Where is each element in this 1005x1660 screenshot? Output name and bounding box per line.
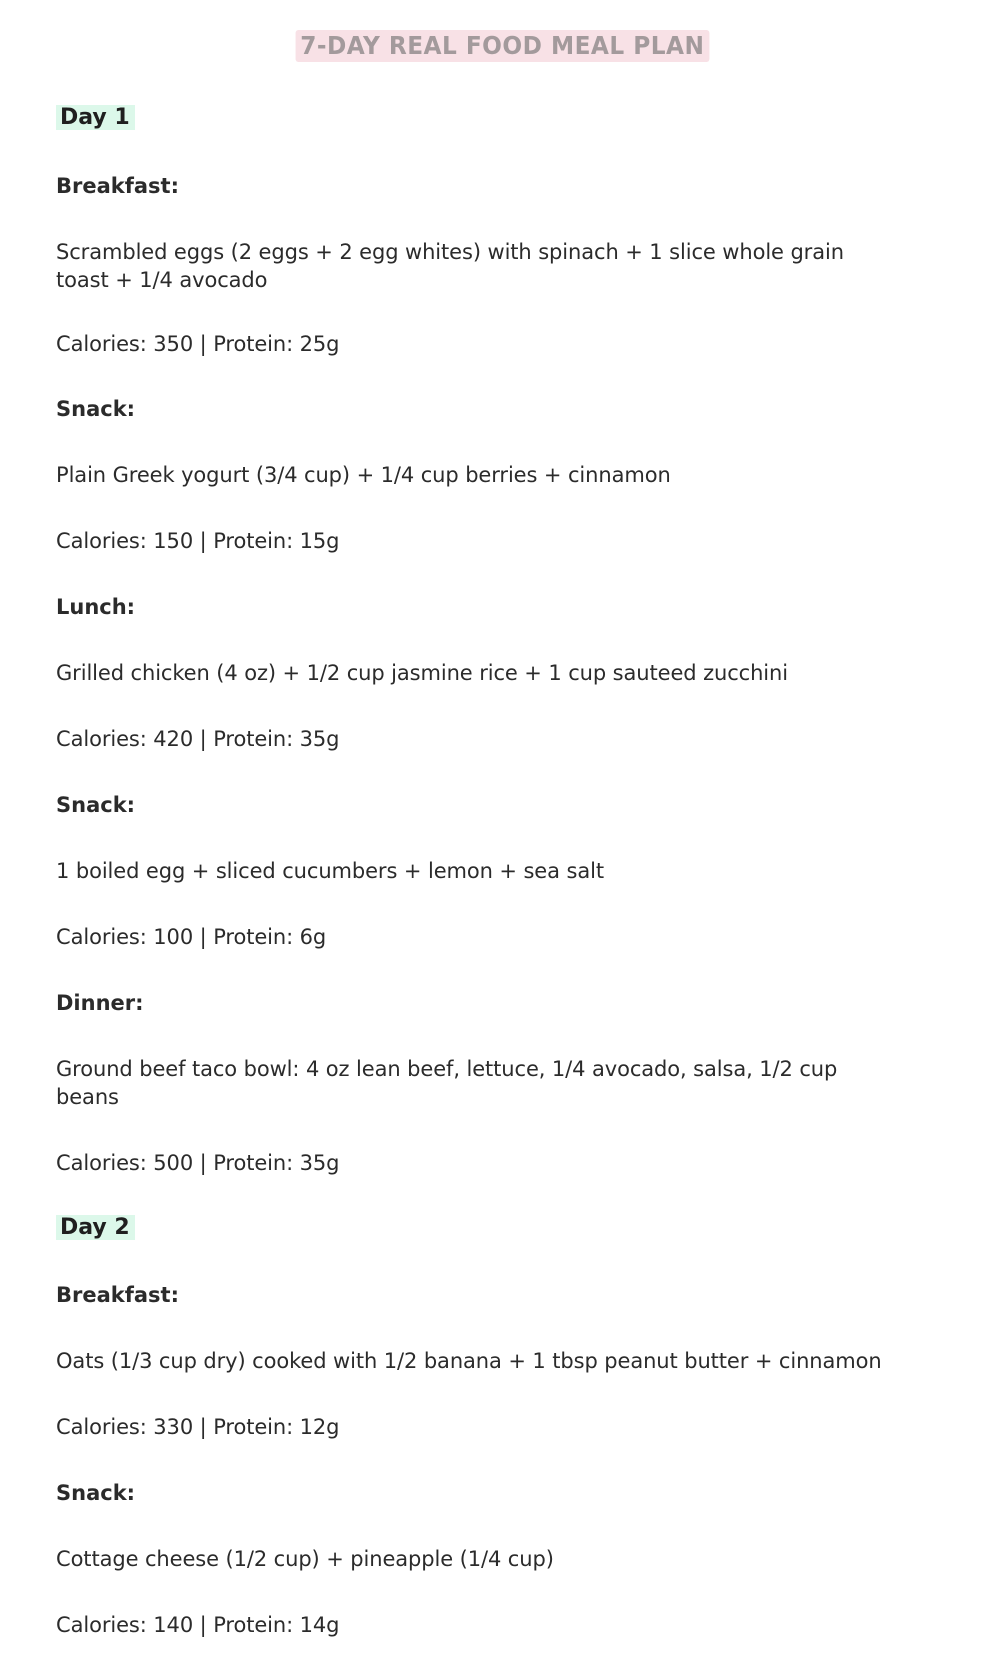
meal-description: Ground beef taco bowl: 4 oz lean beef, lettuce, 1/4 avocado, salsa, 1/2 cup: [56, 1057, 838, 1081]
day-heading: [56, 1214, 135, 1242]
meal-nutrition: Calories: 350 | Protein: 25g: [56, 332, 340, 356]
title-wrap: [0, 30, 1005, 62]
page-title: 7-DAY REAL FOOD MEAL PLAN: [296, 30, 709, 62]
day-label: Day 2: [56, 1215, 135, 1240]
day-heading: [56, 104, 135, 132]
meal-description: Cottage cheese (1/2 cup) + pineapple (1/4 cup): [56, 1547, 554, 1571]
meal-nutrition: Calories: 150 | Protein: 15g: [56, 529, 340, 553]
meal-nutrition: Calories: 420 | Protein: 35g: [56, 727, 340, 751]
meal-description: beans: [56, 1085, 119, 1109]
meal-description: Oats (1/3 cup dry) cooked with 1/2 banana + 1 tbsp peanut butter + cinnamon: [56, 1349, 882, 1373]
meal-description: Scrambled eggs (2 eggs + 2 egg whites) with spinach + 1 slice whole grain: [56, 240, 844, 264]
meal-description: toast + 1/4 avocado: [56, 268, 268, 292]
meal-heading: Snack:: [56, 1481, 136, 1505]
meal-heading: Snack:: [56, 793, 136, 817]
meal-description: Plain Greek yogurt (3/4 cup) + 1/4 cup berries + cinnamon: [56, 463, 671, 487]
meal-nutrition: Calories: 100 | Protein: 6g: [56, 925, 327, 949]
meal-heading: Dinner:: [56, 991, 144, 1015]
meal-description: Grilled chicken (4 oz) + 1/2 cup jasmine rice + 1 cup sauteed zucchini: [56, 661, 788, 685]
meal-heading: Breakfast:: [56, 174, 179, 198]
meal-nutrition: Calories: 500 | Protein: 35g: [56, 1151, 340, 1175]
day-label: Day 1: [56, 105, 135, 130]
meal-nutrition: Calories: 140 | Protein: 14g: [56, 1613, 340, 1637]
meal-heading: Snack:: [56, 397, 136, 421]
meal-description: 1 boiled egg + sliced cucumbers + lemon + sea salt: [56, 859, 604, 883]
meal-nutrition: Calories: 330 | Protein: 12g: [56, 1415, 340, 1439]
meal-heading: Breakfast:: [56, 1283, 179, 1307]
meal-heading: Lunch:: [56, 595, 136, 619]
